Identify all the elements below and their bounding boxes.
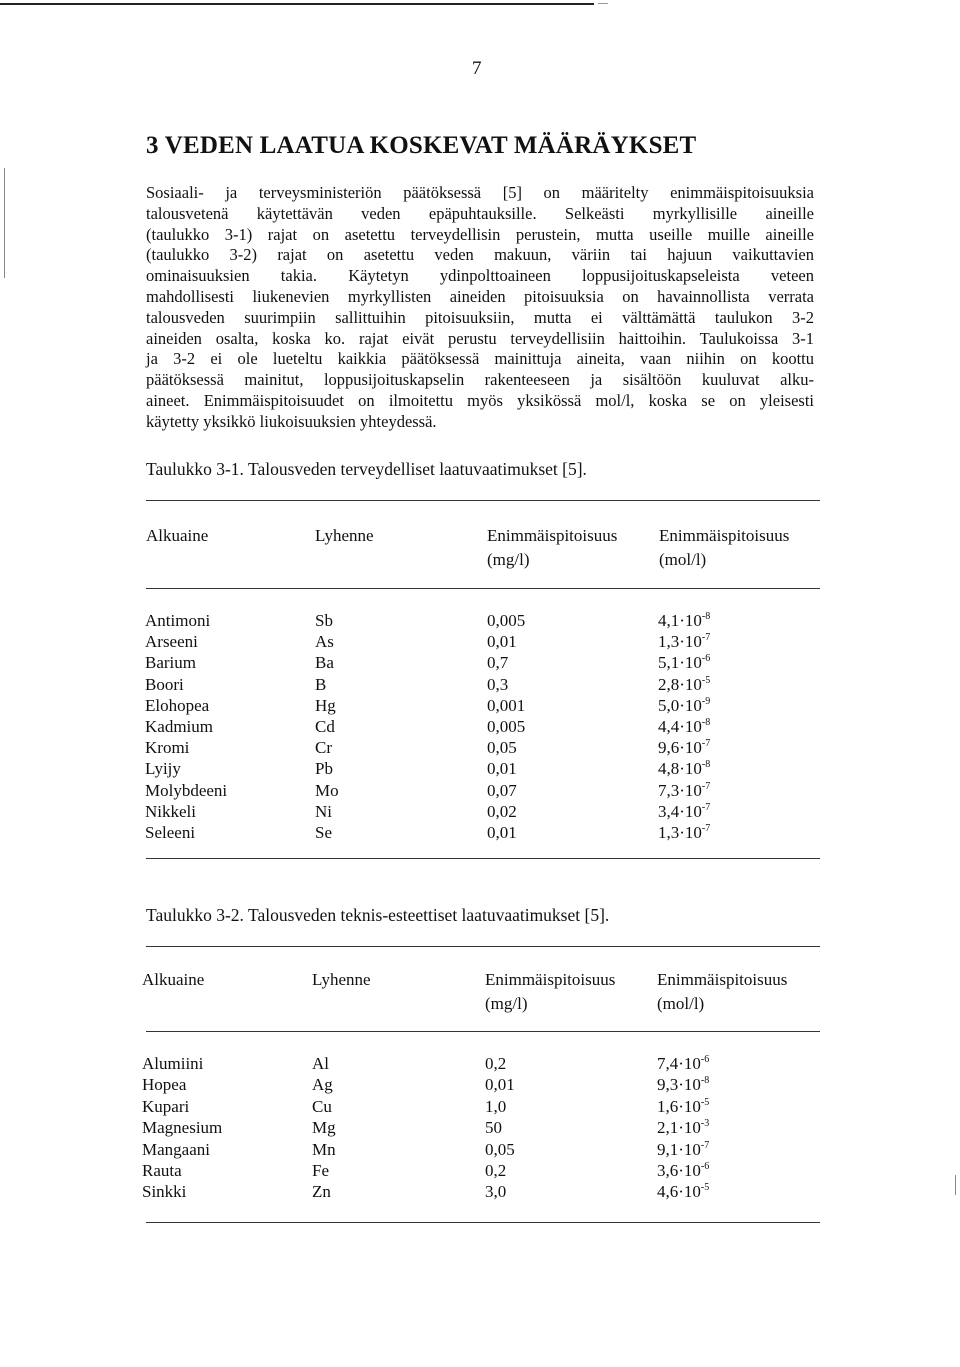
symbol-cell: Mn [312,1139,336,1159]
mgl-cell: 3,0 [485,1182,507,1202]
paragraph-line: talousveden suurimpiin sallittuihin pitoisuuksiin, mutta ei välttämättä taulukon 3-2 [146,307,814,327]
moll-cell [658,758,710,779]
element-cell: Magnesium [142,1118,223,1138]
moll-exponent: -7 [701,823,711,834]
moll-exponent: -8 [701,717,711,728]
moll-exponent: -5 [700,1096,710,1108]
moll-mantissa: 3,4·10 [658,801,702,821]
element-cell: Rauta [142,1161,182,1180]
element-cell: Seleeni [145,823,196,842]
column-header-mgl-unit: (mg/l) [487,550,530,569]
symbol-cell: Se [315,823,332,842]
mgl-cell: 0,3 [487,674,509,694]
column-header-mgl: Enimmäispitoisuus [485,970,616,989]
moll-exponent: -6 [700,1161,710,1172]
paragraph-line: (taulukko 3-1) rajat on asetettu terveydellisin perustein, mutta useille muille aineille [146,224,814,244]
mgl-cell: 0,2 [485,1054,507,1073]
moll-mantissa: 7,4·10 [657,1054,701,1073]
moll-mantissa: 1,3·10 [658,823,702,842]
paragraph-line: Sosiaali- ja terveysministeriön päätöksessä [5] on määritelty enimmäispitoisuuksia [146,183,814,202]
moll-cell [657,1181,709,1202]
moll-exponent: -8 [701,759,711,771]
column-header-mgl: Enimmäispitoisuus [487,526,618,545]
column-header-symbol: Lyhenne [312,970,371,989]
moll-cell [658,716,710,737]
mgl-cell: 0,01 [485,1075,515,1095]
moll-cell [658,780,710,801]
element-cell: Mangaani [142,1139,210,1159]
mgl-cell: 0,2 [485,1161,507,1180]
column-header-moll-unit: (mol/l) [657,994,705,1013]
moll-cell [657,1117,709,1138]
moll-mantissa: 4,4·10 [658,717,702,736]
column-header-moll: Enimmäispitoisuus [657,970,788,989]
moll-exponent: -7 [701,801,711,813]
element-cell: Molybdeeni [145,780,228,800]
table-1-caption: Taulukko 3-1. Talousveden terveydelliset laatuvaatimukset [5]. [146,459,587,479]
moll-exponent: -7 [700,1139,710,1151]
moll-cell [657,1096,709,1117]
element-cell: Lyijy [145,759,181,779]
moll-exponent: -7 [701,738,711,750]
moll-mantissa: 1,3·10 [658,632,702,652]
table-2-bottom-rule [146,1222,820,1223]
symbol-cell: Cu [312,1096,332,1116]
mgl-cell: 0,02 [487,801,517,821]
moll-exponent: -7 [701,780,711,792]
element-cell: Alumiini [142,1054,204,1073]
element-cell: Antimoni [145,611,211,630]
moll-cell [658,610,710,631]
moll-mantissa: 3,6·10 [657,1161,701,1180]
body-paragraph [146,183,814,433]
paragraph-line: käytetty yksikkö liukoisuuksien yhteydessä. [146,411,437,431]
moll-exponent: -6 [701,653,711,665]
symbol-cell: Mg [312,1118,336,1138]
moll-exponent: -7 [701,632,711,644]
mgl-cell: 0,05 [485,1139,515,1159]
symbol-cell: Al [312,1054,329,1073]
symbol-cell: As [315,632,334,652]
symbol-cell: B [315,674,327,694]
symbol-cell: Ni [315,801,332,821]
moll-mantissa: 9,6·10 [658,738,702,758]
moll-exponent: -3 [700,1118,710,1130]
moll-mantissa: 4,6·10 [657,1182,701,1202]
paragraph-line: aineet. Enimmäispitoisuudet on ilmoitettu myös yksikössä mol/l, koska se on yleisesti [146,390,814,410]
moll-cell [658,674,710,695]
moll-cell [658,737,710,758]
moll-mantissa: 9,3·10 [657,1075,701,1095]
column-header-element: Alkuaine [142,970,205,989]
paragraph-line: (taulukko 3-2) rajat on asetettu veden makuun, väriin tai hajuun vaikuttavien [146,245,814,265]
element-cell: Hopea [142,1075,187,1095]
column-header-symbol: Lyhenne [315,526,374,545]
moll-mantissa: 2,8·10 [658,674,702,694]
symbol-cell: Zn [312,1182,331,1202]
paragraph-line: aineiden osalta, koska ko. rajat eivät perustu terveydellisiin haittoihin. Taulukoissa 3-1 [146,328,814,348]
moll-cell [657,1074,709,1095]
symbol-cell: Fe [312,1161,329,1180]
mgl-cell: 0,7 [487,653,509,673]
page-number: 7 [472,58,482,79]
table-2-caption: Taulukko 3-2. Talousveden teknis-esteettiset laatuvaatimukset [5]. [146,905,610,925]
table-1-header-rule [146,588,820,589]
element-cell: Sinkki [142,1182,187,1202]
table-1-bottom-rule [146,858,820,859]
element-cell: Barium [145,653,196,673]
paragraph-line: päätöksessä mainitut, loppusijoituskapselin rakenteeseen ja sisältöön kuuluvat alku- [146,370,814,390]
paragraph-line: talousvetenä käytettävän veden epäpuhtauksille. Selkeästi myrkyllisille aineille [146,203,814,223]
mgl-cell: 0,01 [487,632,517,652]
paragraph-line: ominaisuuksien takia. Käytetyn ydinpolttoaineen loppusijoituskapseleista veteen [146,266,814,286]
symbol-cell: Cd [315,717,335,736]
moll-cell [657,1160,709,1181]
mgl-cell: 0,01 [487,823,517,842]
table-1-top-rule [146,500,820,501]
moll-mantissa: 1,6·10 [657,1096,701,1116]
moll-mantissa: 4,8·10 [658,759,702,779]
symbol-cell: Cr [315,738,332,758]
moll-mantissa: 4,1·10 [658,611,702,630]
symbol-cell: Pb [315,759,333,779]
mgl-cell: 0,001 [487,695,526,715]
symbol-cell: Mo [315,780,339,800]
moll-cell [658,652,710,673]
element-cell: Elohopea [145,695,210,715]
scan-right-edge-mark [955,1175,956,1195]
mgl-cell: 50 [485,1118,502,1138]
element-cell: Boori [145,674,184,694]
moll-mantissa: 5,0·10 [658,695,702,715]
mgl-cell: 0,01 [487,759,517,779]
moll-exponent: -8 [700,1075,710,1087]
mgl-cell: 0,05 [487,738,517,758]
mgl-cell: 0,07 [487,780,517,800]
column-header-moll-unit: (mol/l) [659,550,707,569]
mgl-cell: 1,0 [485,1096,507,1116]
element-cell: Kupari [142,1096,190,1116]
table-2-top-rule [146,946,820,947]
element-cell: Kromi [145,738,190,758]
symbol-cell: Hg [315,695,336,715]
column-header-mgl-unit: (mg/l) [485,994,528,1013]
moll-cell [658,695,710,716]
moll-mantissa: 2,1·10 [657,1118,701,1138]
scan-top-rule-fragment [598,3,608,4]
scan-top-rule [0,3,594,5]
moll-exponent: -6 [700,1054,710,1065]
moll-cell [658,801,710,822]
moll-cell [658,631,710,652]
moll-mantissa: 5,1·10 [658,653,702,673]
moll-mantissa: 9,1·10 [657,1139,701,1159]
moll-exponent: -9 [701,695,711,707]
moll-mantissa: 7,3·10 [658,780,702,800]
moll-exponent: -5 [701,674,711,686]
element-cell: Nikkeli [145,801,196,821]
paragraph-line: ja 3-2 ei ole lueteltu kaikkia päätöksessä mainittuja aineita, vaan niihin on koottu [146,349,814,369]
element-cell: Arseeni [145,632,198,652]
scan-left-edge-mark [4,168,5,278]
moll-cell [658,822,710,843]
paragraph-line: mahdollisesti liukenevien myrkyllisten aineiden pitoisuuksia on havainnollista verrata [146,286,814,306]
moll-exponent: -5 [700,1182,710,1194]
table-2-header-rule [146,1031,820,1032]
moll-cell [657,1139,709,1160]
column-header-element: Alkuaine [146,526,209,545]
mgl-cell: 0,005 [487,611,526,630]
mgl-cell: 0,005 [487,717,526,736]
column-header-moll: Enimmäispitoisuus [659,526,790,545]
section-heading: 3 VEDEN LAATUA KOSKEVAT MÄÄRÄYKSET [146,132,697,159]
symbol-cell: Sb [315,611,333,630]
element-cell: Kadmium [145,717,213,736]
moll-exponent: -8 [701,611,711,622]
symbol-cell: Ba [315,653,334,673]
symbol-cell: Ag [312,1075,333,1095]
moll-cell [657,1053,709,1074]
